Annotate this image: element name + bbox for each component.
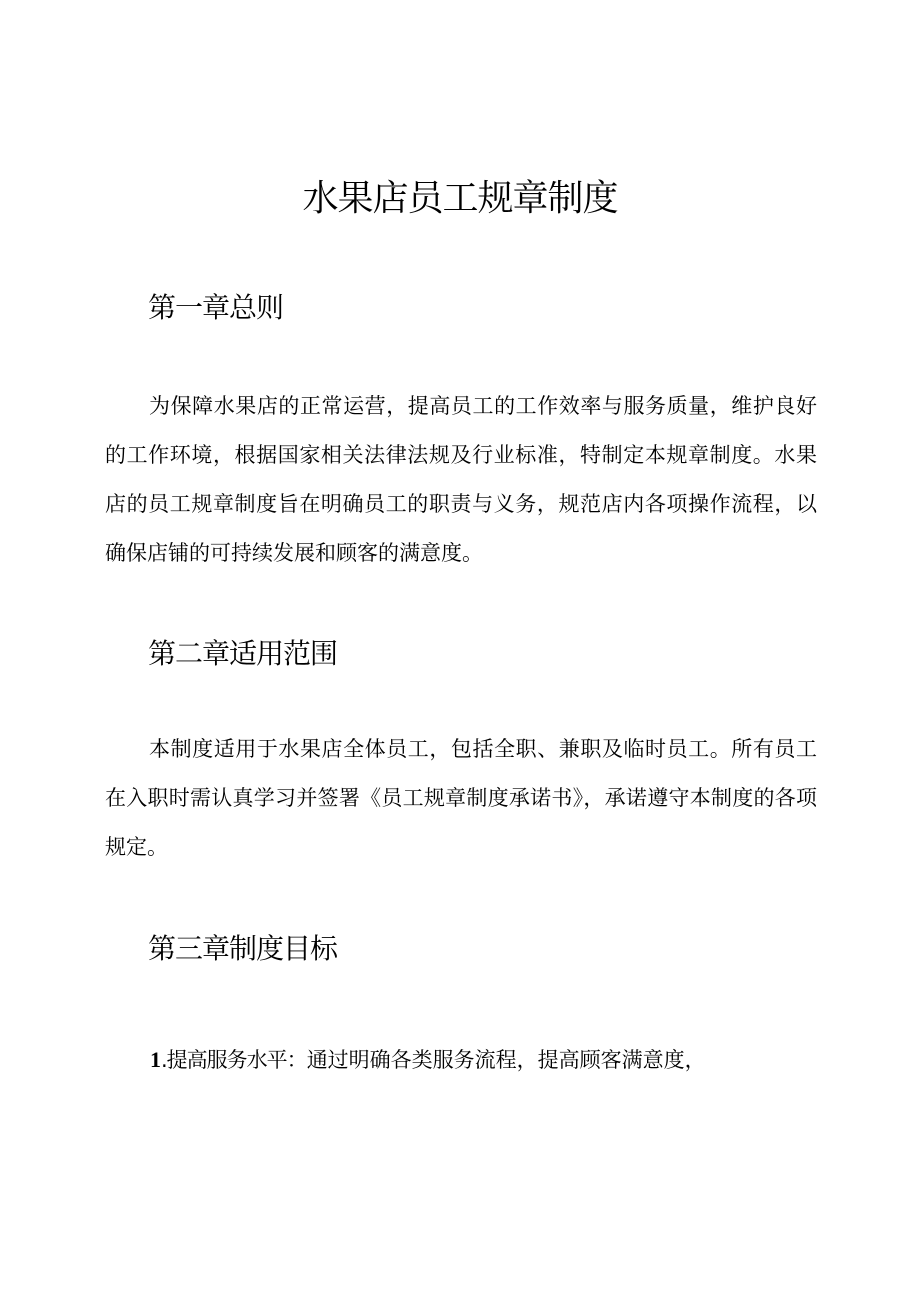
list-item-term: .提高服务水平： [161, 1048, 307, 1072]
chapter-1-paragraph: 为保障水果店的正常运营，提高员工的工作效率与服务质量，维护良好的工作环境，根据国家相关法律法规及行业标准，特制定本规章制度。水果店的员工规章制度旨在明确员工的职责与义务，规范店内各项操作流程，以确保店铺的可持续发展和顾客的满意度。 [105, 394, 817, 565]
goal-list-item-1 [150, 1040, 706, 1080]
document-title: 水果店员工规章制度 [302, 178, 618, 219]
chapter-1-heading: 第一章总则 [148, 291, 284, 324]
chapter-2-heading: 第二章适用范围 [148, 637, 338, 670]
list-item-description: 通过明确各类服务流程，提高顾客满意度， [306, 1048, 706, 1072]
list-item-number: 1 [150, 1047, 161, 1072]
chapter-2-paragraph: 本制度适用于水果店全体员工，包括全职、兼职及临时员工。所有员工在入职时需认真学习并签署《员工规章制度承诺书》，承诺遵守本制度的各项规定。 [105, 737, 817, 859]
chapter-3-heading: 第三章制度目标 [148, 932, 338, 965]
